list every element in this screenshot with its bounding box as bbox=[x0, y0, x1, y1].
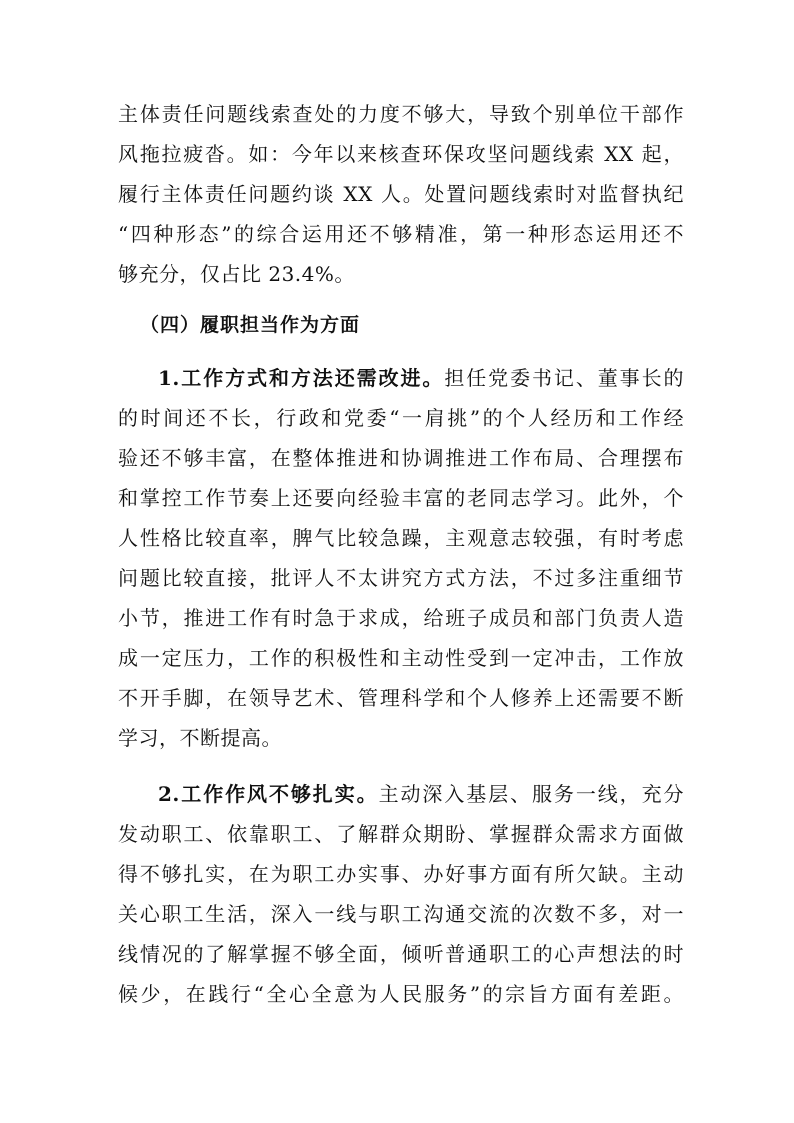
item1-line: 学习，不断提高。 bbox=[118, 726, 282, 750]
paragraph-line: 风拖拉疲沓。如：今年以来核查环保攻坚问题线索 XX 起， bbox=[118, 142, 684, 166]
item1-line: 和掌控工作节奏上还要向经验丰富的老同志学习。此外，个 bbox=[118, 486, 684, 510]
paragraph-line: 够充分，仅占比 23.4%。 bbox=[118, 262, 355, 286]
section-heading: （四）履职担当作为方面 bbox=[140, 314, 361, 336]
item2-first-line-text: 主动深入基层、服务一线，充分 bbox=[378, 782, 684, 806]
paragraph-line: “四种形态”的综合运用还不够精准，第一种形态运用还不 bbox=[118, 222, 684, 246]
item1-line: 成一定压力，工作的积极性和主动性受到一定冲击，工作放 bbox=[118, 646, 684, 670]
item1-title: 1.工作方式和方法还需改进。 bbox=[158, 366, 445, 390]
item1-line: 的时间还不长，行政和党委“一肩挑”的个人经历和工作经 bbox=[118, 406, 684, 430]
item1-line: 验还不够丰富，在整体推进和协调推进工作布局、合理摆布 bbox=[118, 446, 684, 470]
paragraph-line: 主体责任问题线索查处的力度不够大，导致个别单位干部作 bbox=[118, 102, 684, 126]
item1-first-line bbox=[158, 364, 684, 392]
item1-line: 问题比较直接，批评人不太讲究方式方法，不过多注重细节 bbox=[118, 566, 684, 590]
item2-title: 2.工作作风不够扎实。 bbox=[158, 782, 379, 806]
item1-line: 小节，推进工作有时急于求成，给班子成员和部门负责人造 bbox=[118, 606, 684, 630]
item2-line: 发动职工、依靠职工、了解群众期盼、掌握群众需求方面做 bbox=[118, 822, 684, 846]
paragraph-line: 履行主体责任问题约谈 XX 人。处置问题线索时对监督执纪 bbox=[118, 182, 684, 206]
item1-line: 不开手脚，在领导艺术、管理科学和个人修养上还需要不断 bbox=[118, 686, 684, 710]
item2-line: 得不够扎实，在为职工办实事、办好事方面有所欠缺。主动 bbox=[118, 862, 684, 886]
item2-line: 关心职工生活，深入一线与职工沟通交流的次数不多，对一 bbox=[118, 902, 684, 926]
item1-line: 人性格比较直率，脾气比较急躁，主观意志较强，有时考虑 bbox=[118, 526, 684, 550]
item2-line: 线情况的了解掌握不够全面，倾听普通职工的心声想法的时 bbox=[118, 942, 684, 966]
item2-first-line bbox=[158, 780, 684, 808]
item1-first-line-text: 担任党委书记、董事长的 bbox=[444, 366, 684, 390]
item2-line: 候少，在践行“全心全意为人民服务”的宗旨方面有差距。 bbox=[118, 982, 684, 1006]
